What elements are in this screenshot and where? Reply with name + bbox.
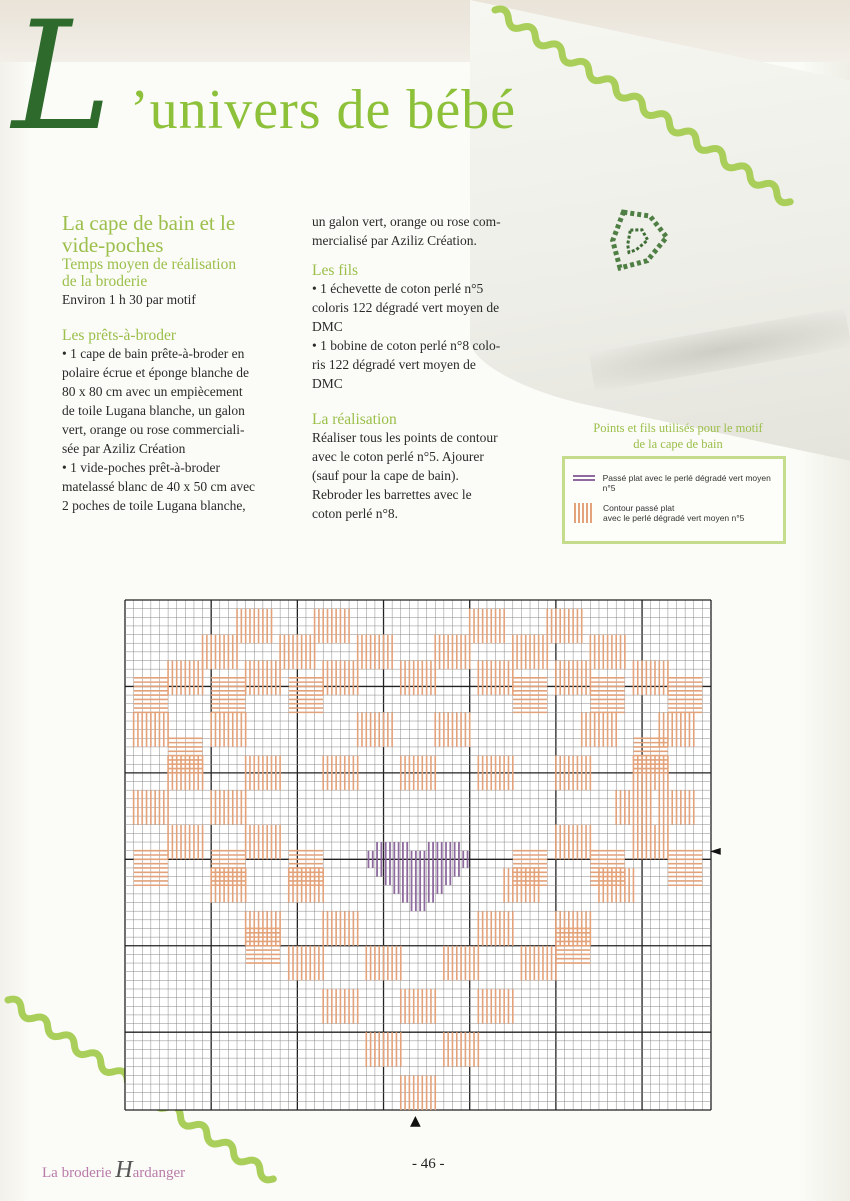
kit-line: sée par Aziliz Création <box>62 441 186 456</box>
thread-line: • 1 bobine de coton perlé n°8 colo- <box>312 338 501 353</box>
kit-line: vert, orange ou rose commerciali- <box>62 422 245 437</box>
kit-line: de toile Lugana blanche, un galon <box>62 403 245 418</box>
kit-line: 2 poches de toile Lugana blanche, <box>62 498 246 513</box>
kit-line: • 1 vide-poches prêt-à-broder <box>62 460 221 475</box>
embroidery-chart <box>123 598 713 1117</box>
legend-row-contour <box>573 503 744 523</box>
embroidery-chart-grid <box>123 598 713 1112</box>
thread-line: DMC <box>312 376 343 391</box>
method-line: coton perlé n°8. <box>312 506 398 521</box>
method-line: avec le coton perlé n°5. Ajourer <box>312 449 484 464</box>
purple-stitch-swatch-icon <box>573 473 595 483</box>
continued-line: mercialisé par Aziliz Création. <box>312 233 477 248</box>
threads-heading: Les fils <box>312 262 359 279</box>
legend-title: Points et fils utilisés pour le motif de la cape de bain <box>593 421 763 451</box>
method-heading: La réalisation <box>312 411 397 428</box>
page-title: ’univers de bébé <box>130 79 517 141</box>
legend-row-contour-subtext: avec le perlé dégradé vert moyen n°5 <box>603 513 745 523</box>
kit-line: matelassé blanc de 40 x 50 cm avec <box>62 479 256 494</box>
method-line: Réaliser tous les points de contour <box>312 430 498 445</box>
method-line: (sauf pour la cape de bain). <box>312 468 459 483</box>
legend-row-satin <box>573 473 783 493</box>
legend-box <box>562 456 786 544</box>
kit-line: polaire écrue et éponge blanche de <box>62 365 250 380</box>
left-column <box>62 212 302 515</box>
time-value: Environ 1 h 30 par motif <box>62 292 196 307</box>
thread-line: coloris 122 dégradé vert moyen de <box>312 300 500 315</box>
method-line: Rebroder les barrettes avec le <box>312 487 472 502</box>
section-heading: La cape de bain et le vide-poches <box>62 211 236 257</box>
embroidered-motif-icon <box>598 204 671 281</box>
thread-line: • 1 échevette de coton perlé n°5 <box>312 281 484 296</box>
kits-heading: Les prêts-à-broder <box>62 327 177 344</box>
center-column-arrow-icon: ▲ <box>410 1113 421 1129</box>
title-initial: L <box>12 0 112 164</box>
legend-row-satin-text: Passé plat avec le perlé dégradé vert moyen n°5 <box>602 473 771 493</box>
magazine-name: La broderie Hardanger <box>42 1157 186 1183</box>
orange-stitch-swatch-icon <box>573 503 595 523</box>
time-heading: Temps moyen de réalisation de la broderie <box>62 256 237 290</box>
thread-line: ris 122 dégradé vert moyen de <box>312 357 476 372</box>
middle-column <box>312 212 552 523</box>
thread-line: DMC <box>312 319 343 334</box>
kit-line: • 1 cape de bain prête-à-broder en <box>62 346 245 361</box>
legend-row-contour-text: Contour passé plat <box>603 503 675 513</box>
page-number: - 46 - <box>412 1156 445 1172</box>
continued-line: un galon vert, orange ou rose com- <box>312 214 501 229</box>
ricrac-top-right <box>492 6 793 206</box>
kit-line: 80 x 80 cm avec un empiècement <box>62 384 243 399</box>
center-row-arrow-icon: ◄ <box>710 843 721 859</box>
